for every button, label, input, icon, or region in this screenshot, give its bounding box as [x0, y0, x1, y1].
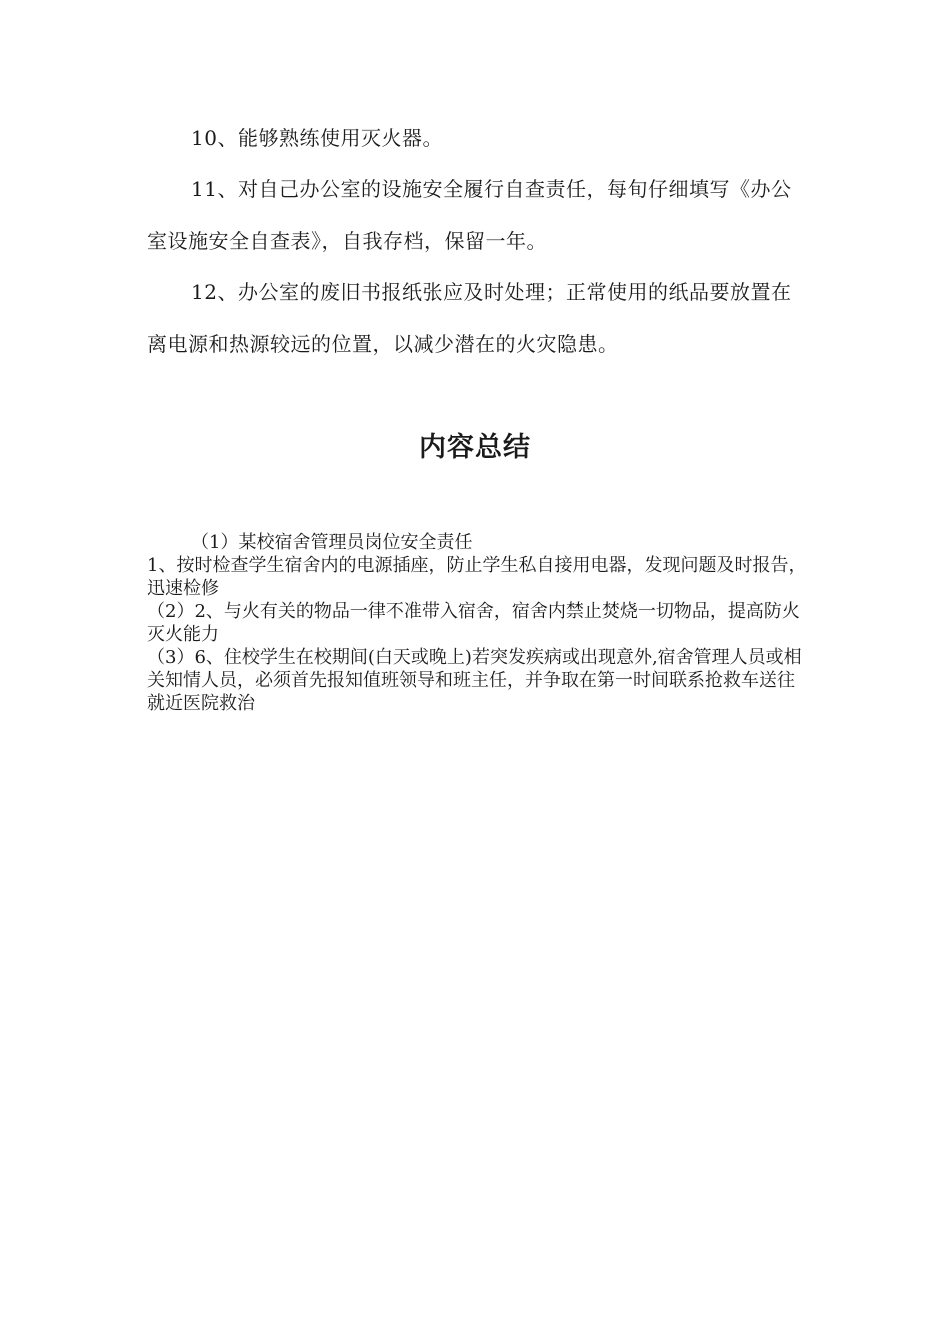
paragraph-10: 10、能够熟练使用灭火器。 — [191, 126, 443, 150]
paragraph-11: 11、对自己办公室的设施安全履行自查责任，每旬仔细填写《办公室设施安全自查表》，自我存档，保留一年。 — [147, 177, 792, 253]
summary-title: 内容总结 — [419, 432, 531, 463]
paragraph-12: 12、办公室的废旧书报纸张应及时处理；正常使用的纸品要放置在离电源和热源较远的位置，以减少潜在的火灾隐患。 — [147, 280, 792, 356]
summary-line-2: 1、按时检查学生宿舍内的电源插座，防止学生私自接用电器，发现问题及时报告，迅速检修 — [147, 555, 807, 599]
summary-block — [147, 531, 812, 715]
summary-line-1: （1）某校宿舍管理员岗位安全责任 — [191, 532, 473, 553]
summary-line-3: （2）2、与火有关的物品一律不准带入宿舍，宿舍内禁止焚烧一切物品，提高防火灭火能力 — [147, 601, 800, 645]
summary-line-4: （3）6、住校学生在校期间(白天或晚上)若突发疾病或出现意外,宿舍管理人员或相关知情人员，必须首先报知值班领导和班主任，并争取在第一时间联系抢救车送往就近医院救治 — [147, 647, 802, 714]
